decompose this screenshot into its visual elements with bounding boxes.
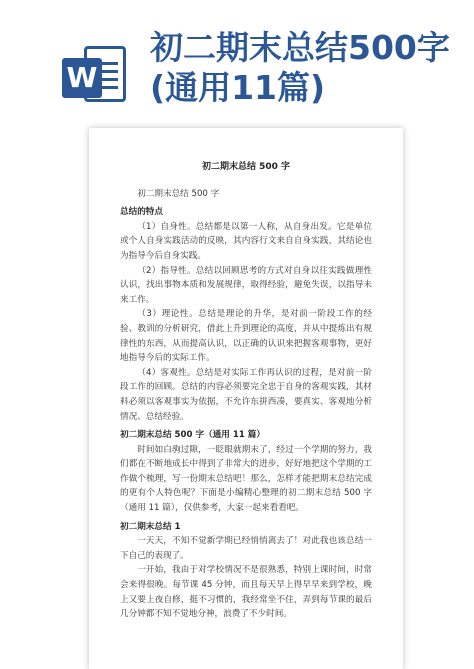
section-heading: 初二期末总结 1 <box>120 521 181 532</box>
word-logo-badge: W <box>62 58 102 98</box>
word-document-icon <box>62 40 128 106</box>
paragraph: （1）自身性。总结都是以第一人称，从自身出发。它是单位或个人自身实践活动的反映，其内容行文来自自身实践，其结论也为指导今后自身实践。 <box>120 221 372 261</box>
page-title: 初二期末总结500字(通用11篇) <box>150 28 450 107</box>
paragraph: 一开始，我由于对学校情况不是很熟悉，特别上课时间，时常会来得很晚。每节课 45 分钟，而且每天早上得早早来到学校，晚上又要上夜自修，挺不习惯的，我经常坐不住，弄到每节课的最后几分钟都不知不觉地分神，浪费了不少时间。 <box>120 565 372 620</box>
header <box>0 0 474 128</box>
document-body <box>120 160 372 622</box>
document-title: 初二期末总结 500 字 <box>201 162 291 172</box>
section-heading: 初二期末总结 500 字（通用 11 篇） <box>120 430 265 441</box>
paragraph: （4）客观性。总结是对实际工作再认识的过程，是对前一阶段工作的回顾。总结的内容必须要完全忠于自身的客观实践，其材料必须以客观事实为依据，不允许东拼西凑，要真实、客观地分析情况、总结经验。 <box>120 367 372 422</box>
document-paragraphs <box>120 187 372 622</box>
paragraph: 一天天，不知不觉新学期已经悄悄离去了！对此我也该总结一下自己的表现了。 <box>120 536 372 561</box>
paragraph: （3）理论性。总结是理论的升华，是对前一阶段工作的经验、教训的分析研究，借此上升到理论的高度，并从中提炼出有规律性的东西，从而提高认识，以正确的认识来把握客观事物，更好地指导今后的实际工作。 <box>120 309 372 364</box>
paragraph: （2）指导性。总结以回顾思考的方式对自身以往实践做理性认识，找出事物本质和发展规律，取得经验，避免失误，以指导未来工作。 <box>120 265 372 305</box>
paragraph: 时间如白驹过隙，一眨眼就期末了，经过一个学期的努力，我们都在不断地成长中得到了非常大的进步，好好地把这个学期的工作做个梳理，写一份期末总结吧！那么，怎样才能把期末总结完成的更有个人特色呢？下面是小编精心整理的初二期末总结 500 字（通用 11 篇），仅供参考，大家一起来看看吧。 <box>120 444 372 514</box>
section-heading: 总结的特点 <box>120 207 163 218</box>
paragraph: 初二期末总结 500 字 <box>137 188 220 199</box>
